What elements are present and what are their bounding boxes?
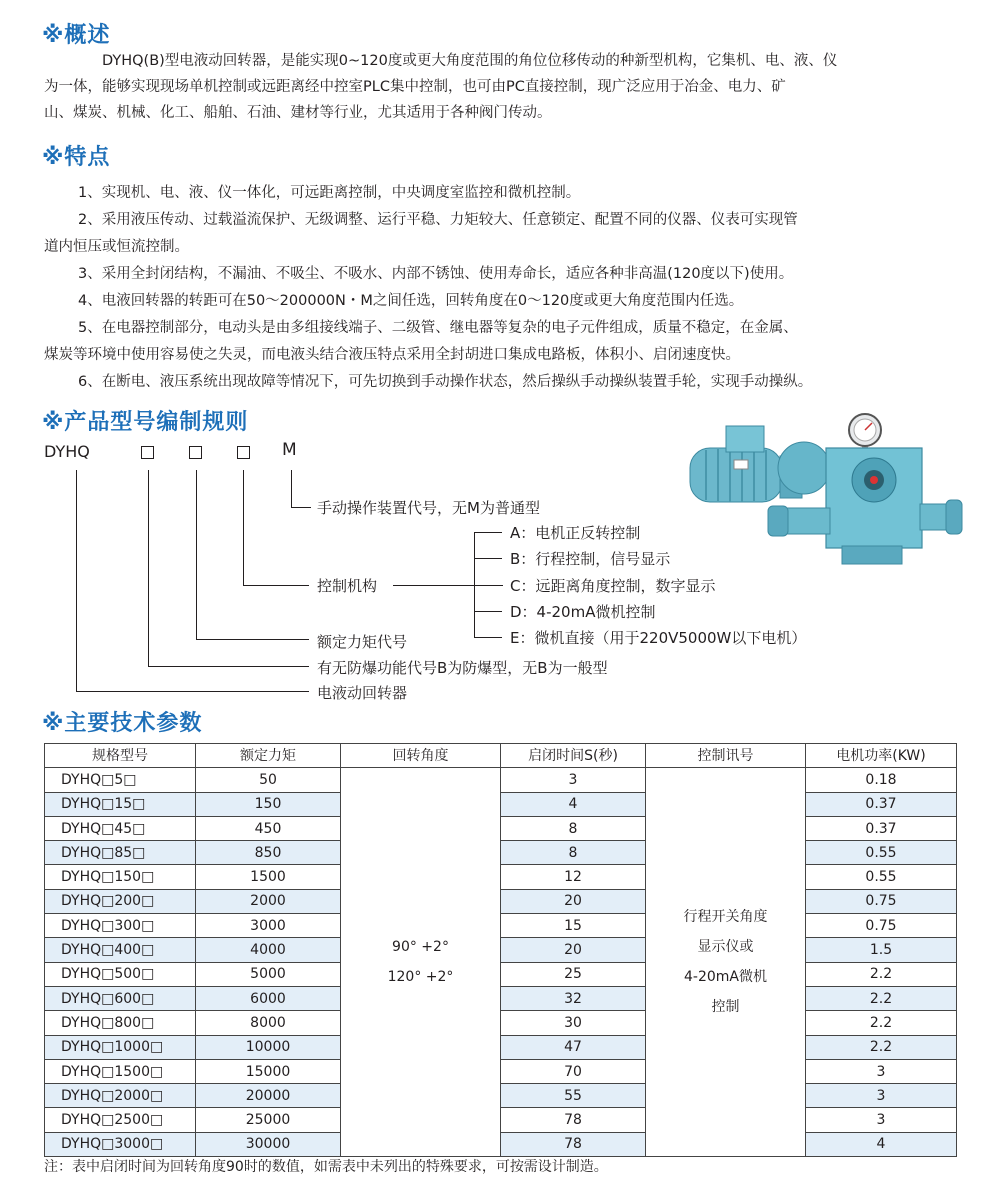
connector-line [76, 691, 309, 692]
control-label: 控制机构 [317, 577, 378, 595]
connector-line [76, 470, 77, 692]
feature-item: 4、电液回转器的转距可在50～200000N・M之间任选，回转角度在0～120度或更大角度范围内任选。 [78, 293, 744, 309]
angle-line: 90° +2° [392, 939, 449, 956]
header-angle: 回转角度 [341, 744, 501, 768]
cell-model: DYHQ□2000□ [45, 1084, 196, 1108]
connector-line [474, 637, 502, 638]
cell-power: 3 [806, 1084, 957, 1108]
cell-time: 25 [501, 962, 646, 986]
code-box-torque [189, 446, 202, 459]
cell-torque: 6000 [196, 986, 341, 1010]
control-option-d: D：4-20mA微机控制 [510, 603, 656, 621]
header-model: 规格型号 [45, 744, 196, 768]
cell-torque: 15000 [196, 1059, 341, 1083]
connector-line [243, 585, 309, 586]
connector-line [243, 470, 244, 586]
cell-model: DYHQ□150□ [45, 865, 196, 889]
table-row [45, 792, 957, 816]
cell-time: 78 [501, 1132, 646, 1156]
signal-line: 行程开关角度 [683, 909, 768, 926]
cell-time: 3 [501, 768, 646, 792]
connector-line [474, 558, 502, 559]
connector-line [474, 611, 502, 612]
cell-power: 0.37 [806, 792, 957, 816]
table-row [45, 962, 957, 986]
overview-paragraph [44, 48, 964, 126]
overview-line: 山、煤炭、机械、化工、船舶、石油、建材等行业，尤其适用于各种阀门传动。 [44, 105, 552, 121]
table-row [45, 889, 957, 913]
cell-power: 2.2 [806, 986, 957, 1010]
cell-power: 0.55 [806, 841, 957, 865]
cell-time: 20 [501, 889, 646, 913]
table-header-row [45, 744, 957, 768]
cell-power: 2.2 [806, 962, 957, 986]
cell-power: 2.2 [806, 1011, 957, 1035]
cell-model: DYHQ□1000□ [45, 1035, 196, 1059]
cell-model: DYHQ□800□ [45, 1011, 196, 1035]
table-row [45, 1035, 957, 1059]
cell-power: 3 [806, 1059, 957, 1083]
overview-line: 为一体，能够实现现场单机控制或远距离经中控室PLC集中控制，也可由PC直接控制，现广泛应用于冶金、电力、矿 [44, 79, 786, 95]
control-option-c: C：远距离角度控制，数字显示 [510, 577, 716, 595]
cell-time: 78 [501, 1108, 646, 1132]
cell-time: 20 [501, 938, 646, 962]
cell-torque: 1500 [196, 865, 341, 889]
connector-line [291, 507, 311, 508]
cell-time: 4 [501, 792, 646, 816]
signal-line: 4-20mA微机 [684, 969, 767, 986]
cell-torque: 8000 [196, 1011, 341, 1035]
cell-model: DYHQ□3000□ [45, 1132, 196, 1156]
table-row [45, 1108, 957, 1132]
torque-label: 额定力矩代号 [317, 633, 408, 651]
cell-power: 0.18 [806, 768, 957, 792]
cell-model: DYHQ□5□ [45, 768, 196, 792]
cell-model: DYHQ□200□ [45, 889, 196, 913]
manual-label: 手动操作装置代号，无M为普通型 [317, 499, 540, 517]
cell-torque: 25000 [196, 1108, 341, 1132]
cell-torque: 30000 [196, 1132, 341, 1156]
cell-time: 30 [501, 1011, 646, 1035]
connector-line [196, 639, 309, 640]
cell-time: 8 [501, 841, 646, 865]
cell-time: 47 [501, 1035, 646, 1059]
code-suffix: M [282, 440, 297, 460]
cell-power: 2.2 [806, 1035, 957, 1059]
table-row [45, 865, 957, 889]
table-row [45, 986, 957, 1010]
connector-line [474, 532, 475, 638]
cell-model: DYHQ□45□ [45, 816, 196, 840]
cell-model: DYHQ□85□ [45, 841, 196, 865]
feature-item: 1、实现机、电、液、仪一体化，可远距离控制，中央调度室监控和微机控制。 [78, 185, 581, 201]
feature-item: 6、在断电、液压系统出现故障等情况下，可先切换到手动操作状态，然后操纵手动操纵装置手轮，实现手动操纵。 [78, 374, 813, 390]
cell-time: 15 [501, 914, 646, 938]
cell-torque: 2000 [196, 889, 341, 913]
cell-torque: 3000 [196, 914, 341, 938]
device-label: 电液动回转器 [317, 684, 408, 702]
table-row [45, 768, 957, 792]
cell-torque: 50 [196, 768, 341, 792]
overview-line: DYHQ(B)型电液动回转器，是能实现0~120度或更大角度范围的角位位移传动的种新型机构，它集机、电、液、仪 [102, 53, 838, 69]
table-row [45, 841, 957, 865]
control-option-b: B：行程控制，信号显示 [510, 550, 671, 568]
table-row [45, 1059, 957, 1083]
cell-model: DYHQ□400□ [45, 938, 196, 962]
features-title: ※特点 [42, 145, 111, 170]
feature-item: 5、在电器控制部分，电动头是由多组接线端子、二级管、继电器等复杂的电子元件组成，质量不稳定，在金属、 煤炭等环境中使用容易使之失灵，而电液头结合液压特点采用全封胡进口集成电路板，体积小、启闭速度快。 [44, 320, 798, 363]
table-row [45, 1132, 957, 1156]
table-note: 注：表中启闭时间为回转角度90时的数值，如需表中未列出的特殊要求，可按需设计制造。 [44, 1159, 608, 1175]
cell-signal [646, 768, 806, 1157]
features-list [44, 180, 969, 396]
model-prefix: DYHQ [44, 442, 90, 461]
header-signal: 控制讯号 [646, 744, 806, 768]
connector-line [148, 666, 309, 667]
code-box-explosion [141, 446, 154, 459]
cell-time: 55 [501, 1084, 646, 1108]
cell-power: 0.75 [806, 889, 957, 913]
cell-torque: 4000 [196, 938, 341, 962]
control-option-a: A：电机正反转控制 [510, 524, 641, 542]
cell-power: 4 [806, 1132, 957, 1156]
control-option-e: E：微机直接（用于220V5000W以下电机） [510, 629, 807, 647]
params-title: ※主要技术参数 [42, 711, 203, 736]
cell-power: 1.5 [806, 938, 957, 962]
rotary-actuator-image [676, 408, 966, 580]
cell-model: DYHQ□2500□ [45, 1108, 196, 1132]
cell-torque: 850 [196, 841, 341, 865]
cell-model: DYHQ□600□ [45, 986, 196, 1010]
cell-time: 32 [501, 986, 646, 1010]
header-torque: 额定力矩 [196, 744, 341, 768]
angle-line: 120° +2° [387, 969, 454, 986]
cell-model: DYHQ□1500□ [45, 1059, 196, 1083]
cell-model: DYHQ□500□ [45, 962, 196, 986]
signal-line: 控制 [711, 999, 740, 1016]
cell-power: 3 [806, 1108, 957, 1132]
signal-line: 显示仪或 [697, 939, 754, 956]
cell-torque: 150 [196, 792, 341, 816]
feature-item: 3、采用全封闭结构，不漏油、不吸尘、不吸水、内部不锈蚀、使用寿命长，适应各种非高温(120度以下)使用。 [78, 266, 794, 282]
table-row [45, 914, 957, 938]
cell-model: DYHQ□15□ [45, 792, 196, 816]
cell-power: 0.37 [806, 816, 957, 840]
connector-line [474, 532, 502, 533]
table-row [45, 1084, 957, 1108]
connector-line [291, 470, 292, 508]
cell-power: 0.75 [806, 914, 957, 938]
connector-line [196, 470, 197, 640]
table-row [45, 938, 957, 962]
table-row [45, 1011, 957, 1035]
connector-line [393, 585, 503, 586]
cell-angle [341, 768, 501, 1157]
cell-time: 12 [501, 865, 646, 889]
overview-title: ※概述 [42, 23, 111, 48]
header-time: 启闭时间S(秒) [501, 744, 646, 768]
cell-time: 8 [501, 816, 646, 840]
explosion-label: 有无防爆功能代号B为防爆型，无B为一般型 [317, 659, 608, 677]
cell-model: DYHQ□300□ [45, 914, 196, 938]
code-box-control [237, 446, 250, 459]
feature-item: 2、采用液压传动、过载溢流保护、无级调整、运行平稳、力矩较大、任意锁定、配置不同的仪器、仪表可实现管 道内恒压或恒流控制。 [44, 212, 798, 255]
spec-table [44, 743, 957, 1157]
coding-title: ※产品型号编制规则 [42, 410, 249, 435]
table-row [45, 816, 957, 840]
cell-power: 0.55 [806, 865, 957, 889]
cell-torque: 450 [196, 816, 341, 840]
header-power: 电机功率(KW) [806, 744, 957, 768]
cell-torque: 5000 [196, 962, 341, 986]
cell-time: 70 [501, 1059, 646, 1083]
cell-torque: 10000 [196, 1035, 341, 1059]
connector-line [148, 470, 149, 667]
cell-torque: 20000 [196, 1084, 341, 1108]
